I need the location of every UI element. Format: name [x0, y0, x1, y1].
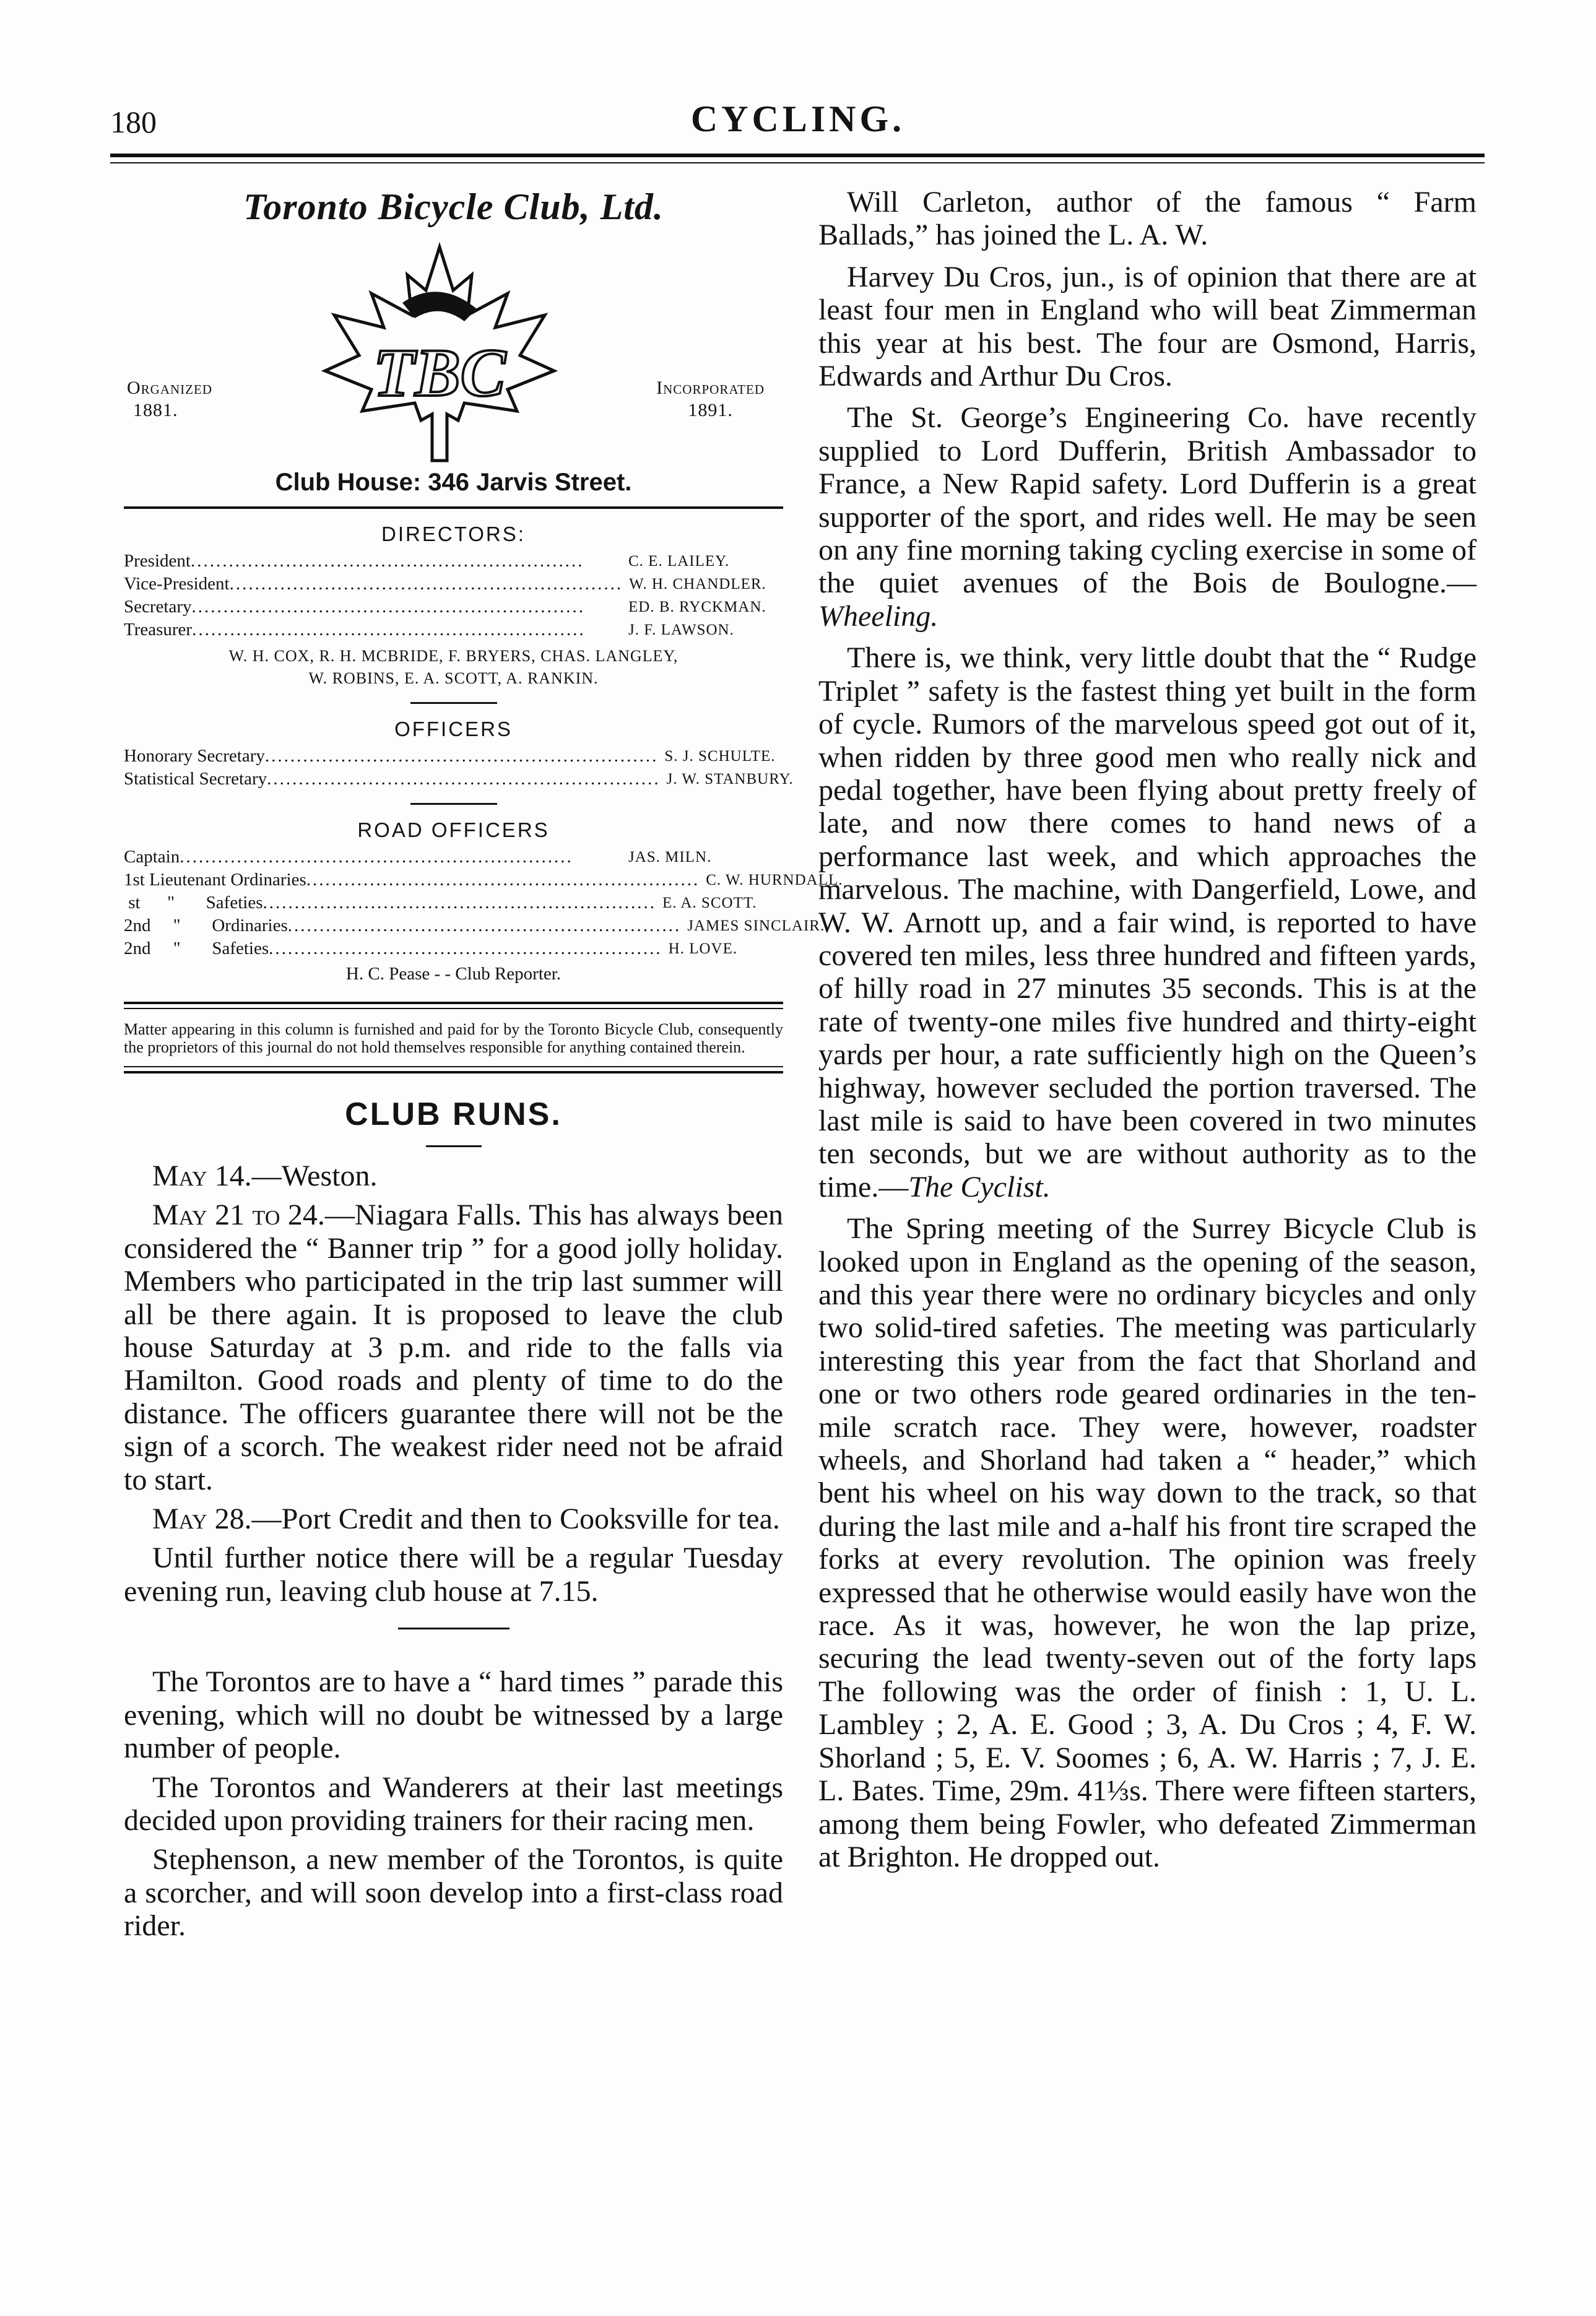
club-run-entry: [124, 1160, 783, 1192]
page-number: 180: [110, 105, 157, 139]
road-officer-row: Captain .............................................................. JAS. MILN.: [124, 846, 783, 869]
officer-row: Statistical Secretary .............................................................. J. W. STANBURY.: [124, 768, 783, 791]
incorporated-label: Incorporated: [656, 378, 765, 398]
director-row: Vice-President .............................................................. W. H. CHANDLER.: [124, 573, 783, 596]
run-date: May 14.: [152, 1160, 252, 1192]
road-officer-role: st " Safeties: [124, 893, 263, 913]
clubhouse-address: Club House: 346 Jarvis Street.: [124, 469, 783, 509]
director-role: Vice-President: [124, 574, 230, 594]
director-name: ED. B. RYCKMAN.: [628, 599, 766, 615]
paragraph-text: The St. George’s Engineering Co. have recently supplied to Lord Dufferin, British Ambassador to France, a New Rapid safety. Lord Dufferin is a great supporter of the sport, and rides well. He may be seen on any fine morning taking cycling exercise in some of the quiet avenues of the Bois de Boulogne.—: [818, 401, 1477, 600]
notice-rule-bottom-thin: [124, 1066, 783, 1067]
director-row: Treasurer .............................................................. J. F. LAWSON.: [124, 618, 783, 641]
director-role: Treasurer: [124, 620, 193, 640]
officer-name: J. W. STANBURY.: [666, 771, 794, 787]
road-officer-row: 2nd " Ordinaries .............................................................. JAMES SINCLAIR.: [124, 914, 783, 937]
news-paragraph: Harvey Du Cros, jun., is of opinion that there are at least four men in England who will beat Zimmerman this year at his best. The four are Osmond, Harris, Edwards and Arthur Du Cros.: [818, 260, 1477, 393]
news-paragraph: [818, 641, 1477, 1204]
news-paragraph: The Torontos and Wanderers at their last meetings decided upon providing trainers for their racing men.: [124, 1771, 783, 1837]
section-divider: [410, 702, 497, 704]
director-role: Secretary: [124, 597, 192, 617]
source-citation: Wheeling.: [818, 599, 939, 633]
road-officer-name: E. A. SCOTT.: [662, 895, 757, 911]
road-officer-role: Captain: [124, 847, 180, 867]
organized-label: Organized: [127, 378, 212, 398]
road-officer-name: JAS. MILN.: [628, 849, 712, 865]
run-date: May 21 to 24.: [152, 1199, 325, 1232]
club-runs-divider: [426, 1145, 482, 1147]
notice-rule-top-thin: [124, 1008, 783, 1009]
run-text: —Port Credit and then to Cooksville for tea.: [251, 1503, 780, 1536]
emblem-monogram: TBC: [373, 335, 506, 410]
director-name: W. H. CHANDLER.: [629, 576, 766, 592]
road-officer-role: 2nd " Ordinaries: [124, 916, 288, 935]
directors-heading: DIRECTORS:: [381, 523, 526, 545]
director-row: President .............................................................. C. E. LAILEY.: [124, 550, 783, 573]
organized-note: [127, 377, 212, 422]
club-run-entry: [124, 1199, 783, 1496]
left-column: [124, 186, 843, 1949]
directors-list: [124, 550, 783, 641]
news-paragraph: The Spring meeting of the Surrey Bicycle Club is looked upon in England as the opening of the season, and this year there were no ordinary bicycles and only two solid-tired safeties. The meeting was particularly interesting this year from the fact that Shorland and one or two others rode geared ordinaries in the ten-mile scratch race. They were, however, roadster wheels, and Shorland had taken a “ header,” which bent his wheel on his way down to the track, so that during the last mile and a-half his front tire scraped the forks at every revolution. The opinion was freely expressed that he otherwise would easily have won the race. As it was, however, he won the lap prize, securing the lead twenty-seven out of the forty laps The following was the order of finish : 1, U. L. Lambley ; 2, A. E. Good ; 3, A. Du Cros ; 4, F. W. Shorland ; 5, E. V. Soomes ; 6, A. W. Harris ; 7, J. E. L. Bates. Time, 29m. 41⅓s. There were fifteen starters, among them being Fowler, who defeated Zimmerman at Brighton. He dropped out.: [818, 1212, 1477, 1873]
director-row: Secretary .............................................................. ED. B. RYCKMAN.: [124, 596, 783, 618]
officer-name: S. J. SCHULTE.: [664, 748, 776, 765]
members-line: W. ROBINS, E. A. SCOTT, A. RANKIN.: [308, 669, 599, 687]
officers-heading: OFFICERS: [394, 718, 513, 740]
road-officer-role: 1st Lieutenant Ordinaries: [124, 870, 306, 890]
running-title: CYCLING.: [690, 98, 906, 139]
road-officer-row: 1st Lieutenant Ordinaries .............................................................. C. W. HURNDALL.: [124, 869, 783, 891]
director-name: C. E. LAILEY.: [628, 553, 730, 570]
road-officer-row: 2nd " Safeties .............................................................. H. LOVE.: [124, 937, 783, 960]
tuesday-run-note: Until further notice there will be a regular Tuesday evening run, leaving club house at 7.15.: [124, 1542, 783, 1608]
news-paragraph: [818, 401, 1477, 633]
news-divider: [398, 1628, 510, 1629]
paragraph-text: There is, we think, very little doubt that the “ Rudge Triplet ” safety is the fastest thing yet built in the form of cycle. Rumors of the marvelous speed got out of it, when ridden by three good men who really nick and pedal together, have been flying about pretty freely of late, and now there comes to hand news of a performance last week, and which approaches the marvelous. The machine, with Dangerfield, Lowe, and W. W. Arnott up, and a fair wind, is reported to have covered ten miles, less three hundred and fifteen yards, of hilly road in 27 minutes 35 seconds. This is at the rate of twenty-one miles five hundred and thirty-eight yards per hour, a rate sufficiently high on the Queen’s highway, however secluded the portion traversed. The last mile is said to have been covered in two minutes ten seconds, but we are without authority as to the time.—: [818, 641, 1477, 1204]
road-officer-role: 2nd " Safeties: [124, 939, 269, 958]
run-date: May 28.: [152, 1503, 252, 1536]
organized-year: 1881.: [133, 400, 178, 420]
officer-role: Honorary Secretary: [124, 746, 265, 766]
incorporated-note: [656, 377, 765, 422]
notice-rule-bottom: [124, 1071, 783, 1073]
incorporated-year: 1891.: [688, 400, 733, 420]
club-title: Toronto Bicycle Club, Ltd.: [243, 186, 664, 227]
road-officer-name: C. W. HURNDALL.: [706, 872, 843, 888]
source-citation: The Cyclist.: [908, 1170, 1051, 1204]
header-rule: [110, 154, 1485, 157]
maple-leaf-emblem-icon: [310, 241, 570, 464]
officer-role: Statistical Secretary: [124, 769, 267, 789]
club-reporter: H. C. Pease - - Club Reporter.: [345, 964, 562, 984]
director-name: J. F. LAWSON.: [628, 622, 734, 638]
news-paragraph: The Torontos are to have a “ hard times ” parade this evening, which will no doubt be witnessed by a large number of people.: [124, 1665, 783, 1765]
officers-list: [124, 745, 794, 791]
road-officer-name: JAMES SINCLAIR.: [687, 917, 825, 934]
members-line: W. H. COX, R. H. MCBRIDE, F. BRYERS, CHAS. LANGLEY,: [228, 647, 679, 665]
club-run-entry: [124, 1503, 783, 1535]
club-runs-heading: CLUB RUNS.: [345, 1096, 562, 1132]
run-text: —Niagara Falls. This has always been considered the “ Banner trip ” for a good jolly holiday. Members who participated in the trip last summer will all be there again. It is proposed to leave the club house Saturday at 3 p.m. and ride to the falls via Hamilton. Good roads and plenty of time to do the distance. The officers guarantee there will not be the sign of a scorch. The weakest rider need not be afraid to start.: [124, 1199, 784, 1496]
road-officer-row: st " Safeties .............................................................. E. A. SCOTT.: [124, 891, 783, 914]
notice-rule-top: [124, 1002, 783, 1004]
club-runs-body: [124, 1160, 783, 1943]
right-column: [818, 186, 1477, 1882]
road-officers-list: [124, 846, 843, 960]
club-emblem-block: [124, 241, 783, 445]
news-paragraph: Stephenson, a new member of the Torontos, is quite a scorcher, and will soon develop into a first-class road rider.: [124, 1843, 783, 1943]
disclaimer-notice: Matter appearing in this column is furnished and paid for by the Toronto Bicycle Club, consequently the proprietors of this journal do not hold themselves responsible for anything contained therein.: [124, 1020, 783, 1056]
director-members: [124, 645, 783, 690]
director-role: President: [124, 551, 191, 571]
officer-row: Honorary Secretary .............................................................. S. J. SCHULTE.: [124, 745, 783, 768]
section-divider: [410, 803, 497, 805]
road-officer-name: H. LOVE.: [668, 940, 738, 957]
header-rule-thin: [110, 162, 1485, 163]
news-paragraph: Will Carleton, author of the famous “ Farm Ballads,” has joined the L. A. W.: [818, 186, 1477, 252]
run-text: —Weston.: [251, 1160, 378, 1192]
road-officers-heading: ROAD OFFICERS: [357, 818, 550, 841]
